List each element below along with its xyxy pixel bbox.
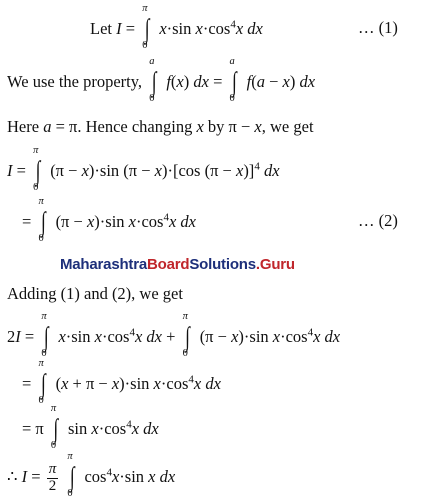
equation-line-10: ∴ I = $\frac{\pi}{2}$ π ∫ 0 $\cos^4x\cdot\sin$ x dx: [7, 451, 176, 496]
equation-line-5: = π ∫ 0 (π − x)·sin $x\cdot\cos^4x$ dx: [22, 196, 197, 244]
here-line: Here a = π. Hence changing x by π − x, we get: [7, 117, 314, 136]
equation-tag-1: … (1): [358, 18, 398, 37]
integral-sign: π ∫ 0: [67, 451, 75, 496]
integral-sign: π ∫ 0: [33, 145, 41, 193]
therefore-symbol: ∴: [7, 467, 18, 487]
equation-line-8: = π ∫ 0 (x + π − x)·sin $x\cdot\cos^4x$ dx: [22, 358, 221, 406]
adding-line: Adding (1) and (2), we get: [7, 284, 183, 303]
equation-line-9: = π π ∫ 0 $\sin x\cdot\cos^4x$ dx: [22, 403, 159, 451]
property-text: We use the property,: [7, 72, 143, 91]
integral-sign: π ∫ 0: [50, 403, 59, 451]
integral-sign: a ∫ 0: [229, 56, 237, 104]
watermark-logo: MaharashtraBoardSolutions.Guru: [60, 256, 295, 273]
pi-over-two-fraction: $\frac{\pi}{2}$: [48, 461, 57, 494]
property-line: We use the property, a ∫ 0 f(x) dx = a ∫ 0 f(a − x) dx: [7, 56, 316, 104]
integral-sign: π ∫ 0: [41, 311, 49, 359]
equation-line-1: Let I = π ∫ 0 x·sin $x\cdot\cos^4x$ dx: [90, 3, 263, 51]
integral-sign: a ∫ 0: [149, 56, 157, 104]
let-word: Let: [90, 19, 112, 38]
equation-line-4: I = π ∫ 0 (π − x)·sin (π − x)·[cos (π − x)]$^4$ dx: [7, 145, 280, 193]
integral-sign: π ∫ 0: [38, 196, 46, 244]
integral-sign: π ∫ 0: [182, 311, 190, 359]
equation-tag-2: … (2): [358, 211, 398, 230]
integral-sign: π ∫ 0: [142, 3, 150, 51]
integral-sign: π ∫ 0: [38, 358, 46, 406]
equation-line-7: 2I = π ∫ 0 x·sin $x\cdot\cos^4x$ dx + π ∫ 0 (π − x)·sin $x\cdot\cos^4x$ dx: [7, 311, 341, 359]
